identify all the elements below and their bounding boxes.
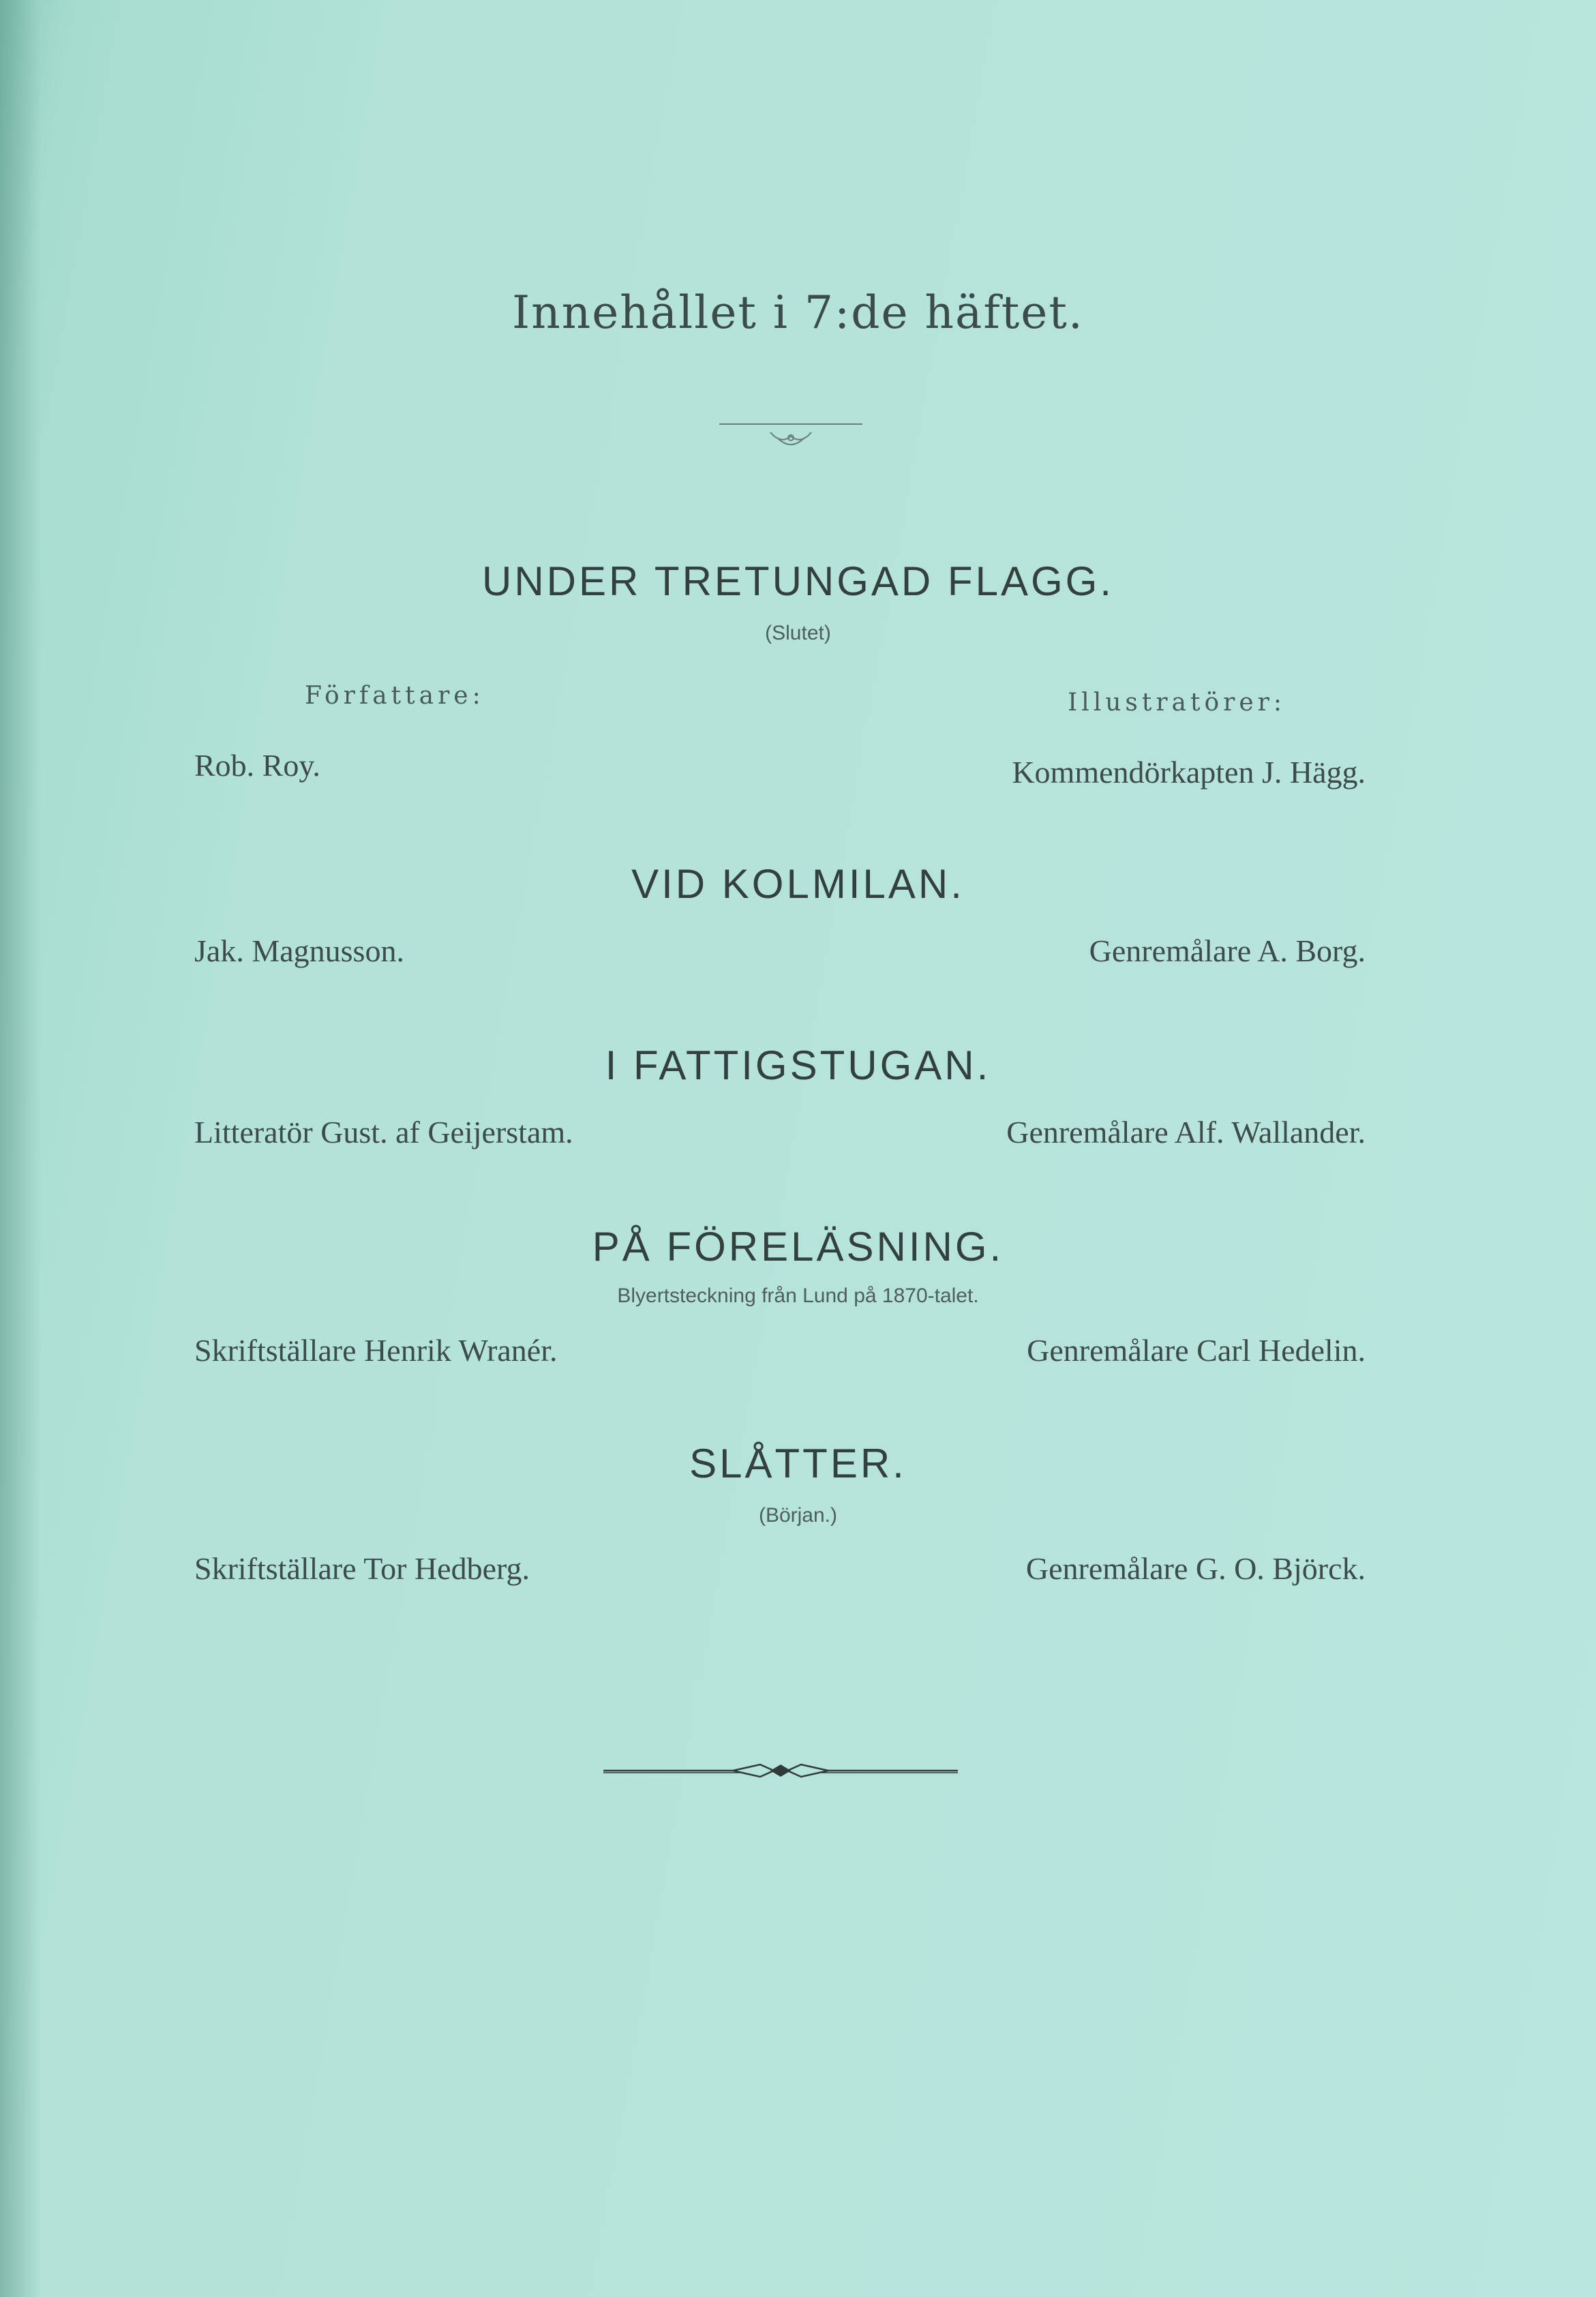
entry-note: Blyertsteckning från Lund på 1870-talet.	[617, 1285, 979, 1307]
entry-illustrator: Genremålare G. O. Björck.	[1025, 1551, 1366, 1586]
entry-title: PÅ FÖRELÄSNING.	[592, 1224, 1004, 1270]
page-spine-shadow	[0, 0, 41, 2297]
entry-author: Skriftställare Henrik Wranér.	[194, 1333, 558, 1368]
entry-title: VID KOLMILAN.	[631, 861, 965, 907]
entry-author: Litteratör Gust. af Geijerstam.	[194, 1115, 573, 1150]
page-heading: Innehållet i 7:de häftet.	[512, 286, 1084, 339]
entry-title: I FATTIGSTUGAN.	[605, 1042, 991, 1088]
entry-title: UNDER TRETUNGAD FLAGG.	[482, 558, 1114, 604]
entry-title: SLÅTTER.	[689, 1441, 907, 1486]
entry-illustrator: Genremålare A. Borg.	[1089, 933, 1366, 968]
entry-note: (Början.)	[758, 1504, 838, 1527]
entry-author: Rob. Roy.	[194, 748, 320, 783]
top-ornament-icon	[719, 417, 862, 458]
bottom-ornament-icon	[603, 1754, 958, 1788]
entry-author: Jak. Magnusson.	[194, 933, 404, 968]
entry-author: Skriftställare Tor Hedberg.	[194, 1551, 530, 1586]
entry-note: (Slutet)	[765, 622, 831, 644]
illustrator-column-label: Illustratörer:	[1067, 689, 1286, 717]
entry-illustrator: Kommendörkapten J. Hägg.	[1012, 755, 1366, 790]
entry-illustrator: Genremålare Alf. Wallander.	[1006, 1115, 1366, 1150]
author-column-label: Författare:	[305, 682, 485, 710]
entry-illustrator: Genremålare Carl Hedelin.	[1027, 1333, 1366, 1368]
